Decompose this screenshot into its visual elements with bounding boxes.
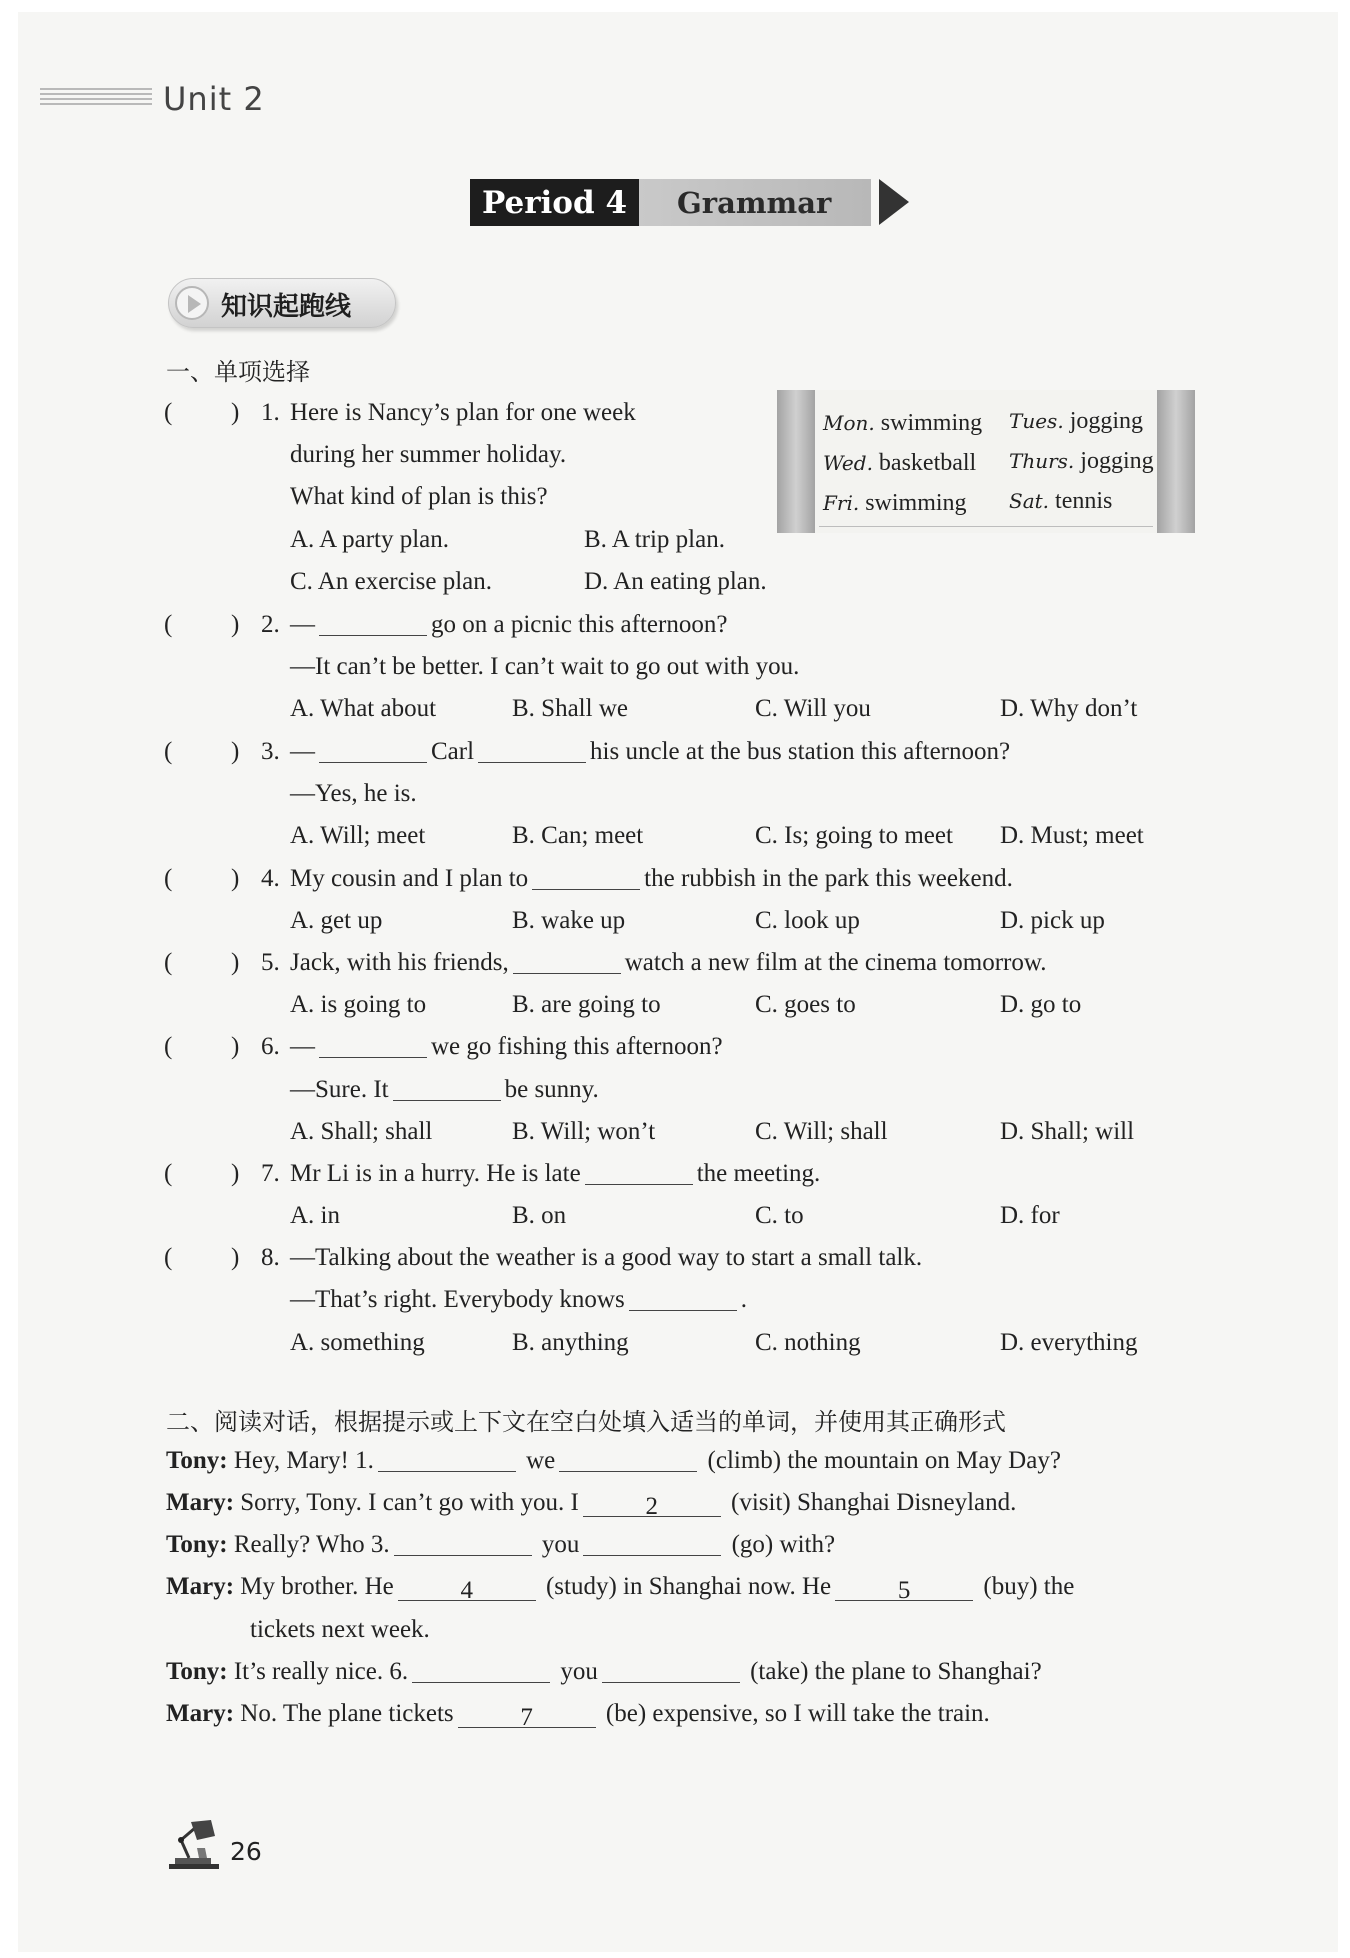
- part2-heading: 二、阅读对话，根据提示或上下文在空白处填入适当的单词，并使用其正确形式: [166, 1408, 1006, 1436]
- answer-blank[interactable]: [583, 1493, 721, 1520]
- option-b: B. anything: [512, 1329, 629, 1356]
- speaker-label: Tony:: [166, 1531, 228, 1558]
- dialogue-continuation: tickets next week.: [250, 1616, 430, 1643]
- question-number: 5.: [261, 949, 280, 976]
- answer-blank[interactable]: [513, 951, 621, 974]
- option-c: C. look up: [755, 907, 860, 934]
- answer-blank[interactable]: [532, 867, 640, 890]
- answer-blank[interactable]: [629, 1288, 737, 1311]
- question-text: —That’s right. Everybody knows .: [290, 1286, 747, 1313]
- answer-blank[interactable]: [319, 740, 427, 763]
- answer-blank[interactable]: [378, 1449, 516, 1472]
- option-b: B. Shall we: [512, 695, 628, 722]
- answer-paren-open: (: [164, 1160, 173, 1187]
- option-a: A. A party plan.: [290, 526, 450, 553]
- answer-paren-close: ): [231, 611, 240, 638]
- option-b: B. are going to: [512, 991, 661, 1018]
- answer-blank[interactable]: [585, 1162, 693, 1185]
- option-d: D. Why don’t: [1000, 695, 1138, 722]
- answer-paren-open: (: [164, 1033, 173, 1060]
- answer-paren-open: (: [164, 865, 173, 892]
- answer-paren-close: ): [231, 1244, 240, 1271]
- unit-decoration-lines: [40, 88, 152, 110]
- period-label: Period 4: [470, 179, 639, 226]
- option-a: A. something: [290, 1329, 425, 1356]
- table-left-decoration: [777, 390, 815, 533]
- question-text: during her summer holiday.: [290, 441, 567, 468]
- answer-paren-close: ): [231, 738, 240, 765]
- unit-title: Unit 2: [163, 80, 265, 118]
- desk-lamp-icon: [167, 1818, 221, 1870]
- speaker-label: Mary:: [166, 1573, 235, 1600]
- table-underline: [819, 526, 1153, 527]
- answer-paren-close: ): [231, 865, 240, 892]
- question-number: 6.: [261, 1033, 280, 1060]
- answer-blank[interactable]: [394, 1533, 532, 1556]
- plan-entry: Mon. swimming: [823, 410, 983, 436]
- option-d: D. An eating plan.: [584, 568, 767, 595]
- question-text: — go on a picnic this afternoon?: [290, 611, 728, 638]
- dialogue-line: Mary: Sorry, Tony. I can’t go with you. I 2 (visit) Shanghai Disneyland.: [166, 1489, 1017, 1520]
- option-d: D. go to: [1000, 991, 1082, 1018]
- option-c: C. Will you: [755, 695, 871, 722]
- answer-blank[interactable]: [412, 1660, 550, 1683]
- answer-paren-open: (: [164, 611, 173, 638]
- dialogue-line: Tony: Really? Who 3. you (go) with?: [166, 1531, 836, 1558]
- plan-entry: Sat. tennis: [1009, 488, 1113, 514]
- option-c: C. nothing: [755, 1329, 861, 1356]
- answer-paren-close: ): [231, 1033, 240, 1060]
- period-banner: [470, 179, 909, 226]
- weekly-plan-table: [777, 390, 1195, 533]
- question-text: Mr Li is in a hurry. He is late the meeting.: [290, 1160, 821, 1187]
- option-b: B. Can; meet: [512, 822, 644, 849]
- answer-paren-close: ): [231, 949, 240, 976]
- dialogue-line: Tony: Hey, Mary! 1. we (climb) the mountain on May Day?: [166, 1447, 1061, 1474]
- plan-entry: Fri. swimming: [823, 490, 967, 516]
- question-text: Jack, with his friends, watch a new film at the cinema tomorrow.: [290, 949, 1047, 976]
- option-a: A. is going to: [290, 991, 427, 1018]
- question-number: 7.: [261, 1160, 280, 1187]
- option-b: B. on: [512, 1202, 567, 1229]
- answer-paren-open: (: [164, 949, 173, 976]
- option-c: C. to: [755, 1202, 804, 1229]
- answer-paren-open: (: [164, 1244, 173, 1271]
- answer-blank[interactable]: [478, 740, 586, 763]
- dialogue-line: Tony: It’s really nice. 6. you (take) the plane to Shanghai?: [166, 1658, 1042, 1685]
- answer-paren-close: ): [231, 399, 240, 426]
- answer-paren-open: (: [164, 738, 173, 765]
- speaker-label: Mary:: [166, 1489, 235, 1516]
- blank-number: 2: [645, 1493, 659, 1520]
- answer-blank[interactable]: [559, 1449, 697, 1472]
- answer-blank[interactable]: [393, 1078, 501, 1101]
- option-d: D. Shall; will: [1000, 1118, 1135, 1145]
- answer-paren-close: ): [231, 1160, 240, 1187]
- answer-blank[interactable]: [602, 1660, 740, 1683]
- question-text: — we go fishing this afternoon?: [290, 1033, 723, 1060]
- answer-paren-open: (: [164, 399, 173, 426]
- plan-entry: Tues. jogging: [1009, 408, 1144, 434]
- dialogue-line: Mary: No. The plane tickets 7 (be) expensive, so I will take the train.: [166, 1700, 990, 1731]
- option-c: C. An exercise plan.: [290, 568, 493, 595]
- question-number: 8.: [261, 1244, 280, 1271]
- option-d: D. for: [1000, 1202, 1060, 1229]
- option-c: C. Is; going to meet: [755, 822, 953, 849]
- blank-number: 4: [460, 1577, 473, 1604]
- option-a: A. Will; meet: [290, 822, 426, 849]
- answer-blank[interactable]: [458, 1704, 596, 1731]
- question-text: What kind of plan is this?: [290, 483, 548, 510]
- question-text: —Sure. It be sunny.: [290, 1076, 599, 1103]
- option-b: B. Will; won’t: [512, 1118, 656, 1145]
- section-badge: [168, 278, 396, 328]
- option-a: A. get up: [290, 907, 383, 934]
- question-number: 4.: [261, 865, 280, 892]
- option-a: A. in: [290, 1202, 340, 1229]
- option-d: D. everything: [1000, 1329, 1138, 1356]
- table-right-decoration: [1157, 390, 1195, 533]
- speaker-label: Mary:: [166, 1700, 235, 1727]
- option-c: C. Will; shall: [755, 1118, 888, 1145]
- question-text: —It can’t be better. I can’t wait to go out with you.: [290, 653, 800, 680]
- option-b: B. wake up: [512, 907, 626, 934]
- answer-blank[interactable]: [583, 1533, 721, 1556]
- option-b: B. A trip plan.: [584, 526, 725, 553]
- speaker-label: Tony:: [166, 1658, 228, 1685]
- part1-heading: 一、单项选择: [166, 358, 310, 386]
- page-number: 26: [230, 1837, 262, 1866]
- play-icon: [175, 286, 209, 320]
- answer-blank[interactable]: [319, 1035, 427, 1058]
- section-label: 知识起跑线: [221, 292, 352, 322]
- blank-number: 5: [897, 1577, 911, 1604]
- option-d: D. Must; meet: [1000, 822, 1144, 849]
- question-text: — Carl his uncle at the bus station this afternoon?: [290, 738, 1011, 765]
- answer-blank[interactable]: [835, 1577, 973, 1604]
- dialogue-line: Mary: My brother. He 4 (study) in Shanghai now. He 5 (buy) the: [166, 1573, 1075, 1604]
- plan-entry: Thurs. jogging: [1009, 448, 1154, 474]
- option-c: C. goes to: [755, 991, 856, 1018]
- option-a: A. What about: [290, 695, 437, 722]
- question-text: —Yes, he is.: [290, 780, 417, 807]
- banner-arrow-icon: [879, 179, 909, 225]
- question-number: 3.: [261, 738, 280, 765]
- question-number: 1.: [261, 399, 280, 426]
- option-d: D. pick up: [1000, 907, 1105, 934]
- question-text: My cousin and I plan to the rubbish in the park this weekend.: [290, 865, 1013, 892]
- answer-blank[interactable]: [319, 613, 427, 636]
- question-text: Here is Nancy’s plan for one week: [290, 399, 636, 426]
- speaker-label: Tony:: [166, 1447, 228, 1474]
- question-number: 2.: [261, 611, 280, 638]
- period-topic: Grammar: [639, 179, 871, 226]
- blank-number: 7: [520, 1704, 533, 1731]
- plan-entry: Wed. basketball: [823, 450, 977, 476]
- answer-blank[interactable]: [398, 1577, 536, 1604]
- option-a: A. Shall; shall: [290, 1118, 433, 1145]
- question-text: —Talking about the weather is a good way to start a small talk.: [290, 1244, 923, 1271]
